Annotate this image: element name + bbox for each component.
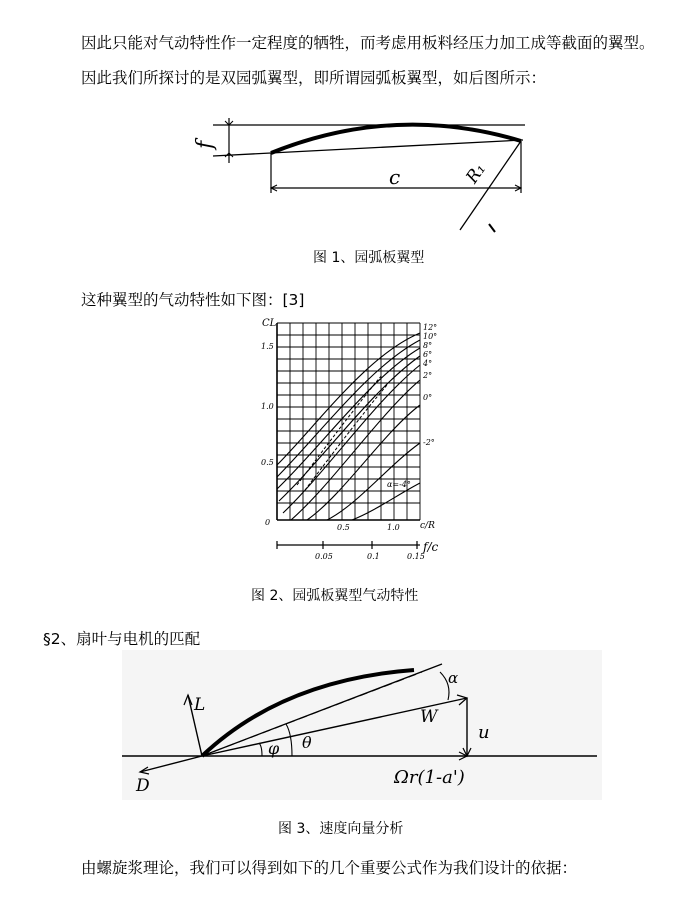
fig1-label-r: R₁ (462, 159, 491, 188)
fig3-label-W: W (420, 707, 438, 727)
fig2-fc-axis-label: f/c (423, 540, 439, 554)
fig2-alpha-4: 4° (423, 359, 433, 368)
paragraph-line-2: 因此我们所探讨的是双园弧翼型，即所谓园弧板翼型，如后图所示： (81, 69, 547, 87)
fig2-label-cl: CL (262, 318, 277, 329)
fig2-alpha-8: 8° (423, 341, 433, 350)
paragraph-line-4: 由螺旋浆理论，我们可以得到如下的几个重要公式作为我们设计的依据： (81, 859, 578, 877)
fig3-label-phi: φ (268, 739, 280, 758)
fig3-label-L: L (194, 695, 206, 715)
fig2-alpha-0: 0° (423, 393, 433, 402)
fig2-ytick-1-0: 1.0 (261, 402, 274, 411)
fig2-alpha-6: 6° (423, 350, 433, 359)
fig2-xtick-1-0: 1.0 (387, 523, 400, 532)
fig2-x-axis-label: c/R (420, 521, 435, 531)
figure-2-aero-chart (257, 315, 447, 565)
fig2-alpha-12: 12° (423, 323, 438, 332)
fig3-label-omega: Ωr(1-a') (394, 767, 465, 788)
fig2-fc-tick-3: 0.15 (407, 552, 425, 561)
paragraph-line-1: 因此只能对气动特性作一定程度的牺牲，而考虑用板料经压力加工成等截面的翼型。 (81, 34, 655, 52)
fig2-alpha-minus-4: α=-4° (387, 480, 411, 489)
fig1-label-c: c (389, 165, 401, 189)
figure-2-caption: 图 2、园弧板翼型气动特性 (251, 588, 419, 604)
fig3-label-alpha: α (448, 669, 459, 687)
fig2-alpha-2: 2° (423, 371, 433, 380)
figure-3-caption: 图 3、速度向量分析 (278, 821, 404, 837)
fig2-ytick-1-5: 1.5 (261, 342, 274, 351)
fig2-alpha-10: 10° (423, 332, 438, 341)
fig2-ytick-0-5: 0.5 (261, 458, 274, 467)
section-heading: §2、扇叶与电机的匹配 (43, 630, 201, 648)
fig2-xtick-0-5: 0.5 (337, 523, 350, 532)
fig2-alpha-minus-2: -2° (423, 438, 435, 447)
fig3-label-D: D (136, 776, 150, 796)
fig1-label-f: f (193, 140, 218, 149)
fig3-label-theta: θ (302, 733, 312, 752)
fig2-fc-tick-2: 0.1 (367, 552, 380, 561)
figure-1-arc-airfoil (185, 108, 545, 233)
paragraph-line-3: 这种翼型的气动特性如下图：[3] (81, 291, 305, 309)
figure-3-velocity-vectors (122, 650, 602, 800)
fig2-ytick-0: 0 (265, 518, 271, 527)
fig2-fc-tick-1: 0.05 (315, 552, 333, 561)
figure-1-caption: 图 1、园弧板翼型 (313, 250, 425, 266)
fig3-label-u: u (478, 722, 490, 743)
